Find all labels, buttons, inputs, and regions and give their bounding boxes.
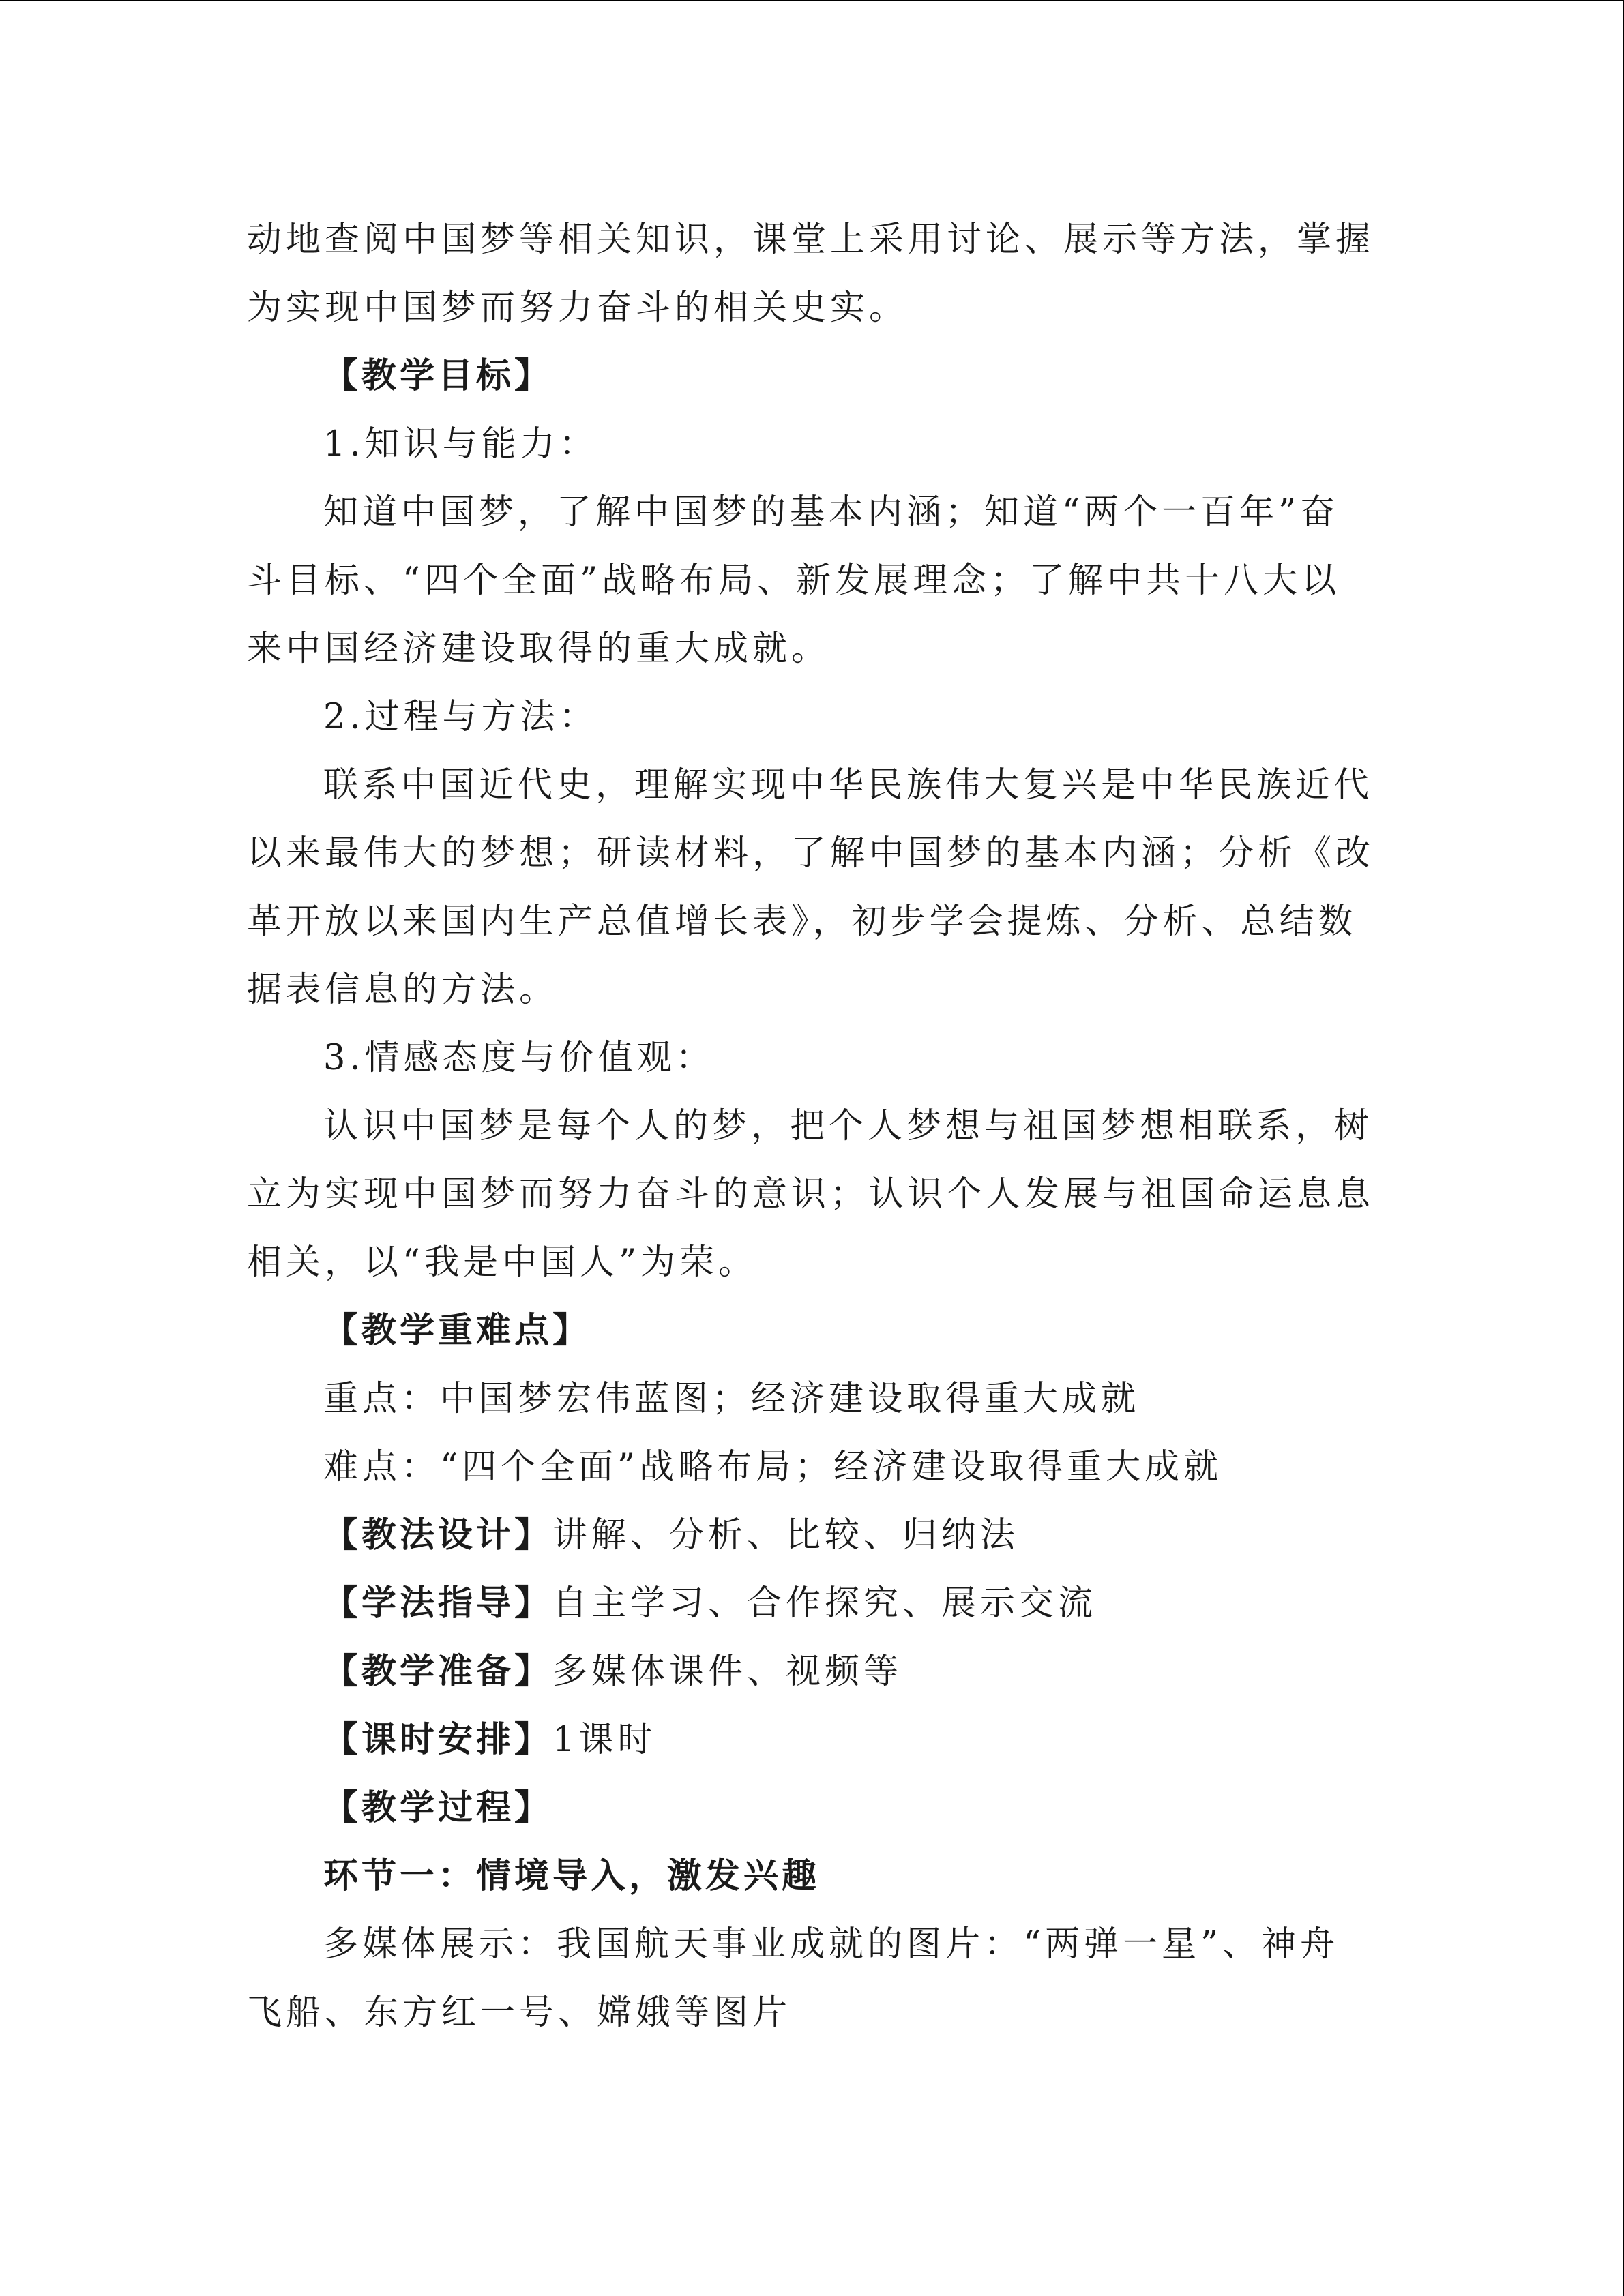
section-heading-key-points: 【教学重难点】 [323, 1311, 591, 1351]
body-text-line: 多媒体展示：我国航天事业成就的图片：“两弹一星”、神舟 [323, 1924, 1340, 1965]
preparation-line [247, 1638, 1352, 1706]
preparation-heading: 【教学准备】 [323, 1652, 553, 1692]
schedule-heading: 【课时安排】 [323, 1720, 553, 1760]
body-text-line: 斗目标、“四个全面”战略布局、新发展理念；了解中共十八大以 [247, 561, 1341, 601]
body-text-line: 相关，以“我是中国人”为荣。 [247, 1242, 758, 1283]
difficult-point-line: 难点：“四个全面”战略布局；经济建设取得重大成就 [323, 1447, 1223, 1487]
body-text-line: 以来最伟大的梦想；研读材料，了解中国梦的基本内涵；分析《改 [247, 833, 1375, 874]
body-text-line: 为实现中国梦而努力奋斗的相关史实。 [247, 288, 909, 328]
section-heading-process: 【教学过程】 [323, 1788, 553, 1828]
body-text-line: 知道中国梦，了解中国梦的基本内涵；知道“两个一百年”奋 [323, 492, 1340, 533]
body-text-line: 飞船、东方红一号、嫦娥等图片 [247, 1993, 792, 2033]
body-text-line: 来中国经济建设取得的重大成就。 [247, 629, 831, 669]
teaching-method-text: 讲解、分析、比较、归纳法 [552, 1515, 1020, 1555]
subheading-process: 2.过程与方法： [323, 697, 598, 737]
step-one-heading: 环节一：情境导入，激发兴趣 [323, 1856, 821, 1896]
body-text-line: 据表信息的方法。 [247, 970, 559, 1010]
preparation-text: 多媒体课件、视频等 [552, 1652, 903, 1692]
body-text-line: 认识中国梦是每个人的梦，把个人梦想与祖国梦想相联系，树 [323, 1106, 1374, 1146]
study-method-heading: 【学法指导】 [323, 1583, 553, 1624]
document-body [247, 206, 1375, 2047]
body-text-line: 立为实现中国梦而努力奋斗的意识；认识个人发展与祖国命运息息 [247, 1174, 1375, 1214]
body-text-line: 革开放以来国内生产总值增长表》，初步学会提炼、分析、总结数 [247, 901, 1357, 942]
body-text-line: 联系中国近代史，理解实现中华民族伟大复兴是中华民族近代 [323, 765, 1374, 805]
schedule-text: 1课时 [552, 1720, 657, 1760]
teaching-method-heading: 【教法设计】 [323, 1515, 553, 1555]
subheading-values: 3.情感态度与价值观： [323, 1038, 715, 1078]
key-point-line: 重点：中国梦宏伟蓝图；经济建设取得重大成就 [323, 1379, 1140, 1419]
subheading-knowledge: 1.知识与能力： [323, 424, 598, 464]
schedule-line [247, 1706, 1352, 1774]
study-method-line [247, 1570, 1352, 1638]
teaching-method-line [247, 1502, 1352, 1570]
study-method-text: 自主学习、合作探究、展示交流 [552, 1583, 1097, 1624]
body-text-line: 动地查阅中国梦等相关知识，课堂上采用讨论、展示等方法，掌握 [247, 220, 1375, 260]
section-heading-objectives: 【教学目标】 [323, 356, 553, 396]
